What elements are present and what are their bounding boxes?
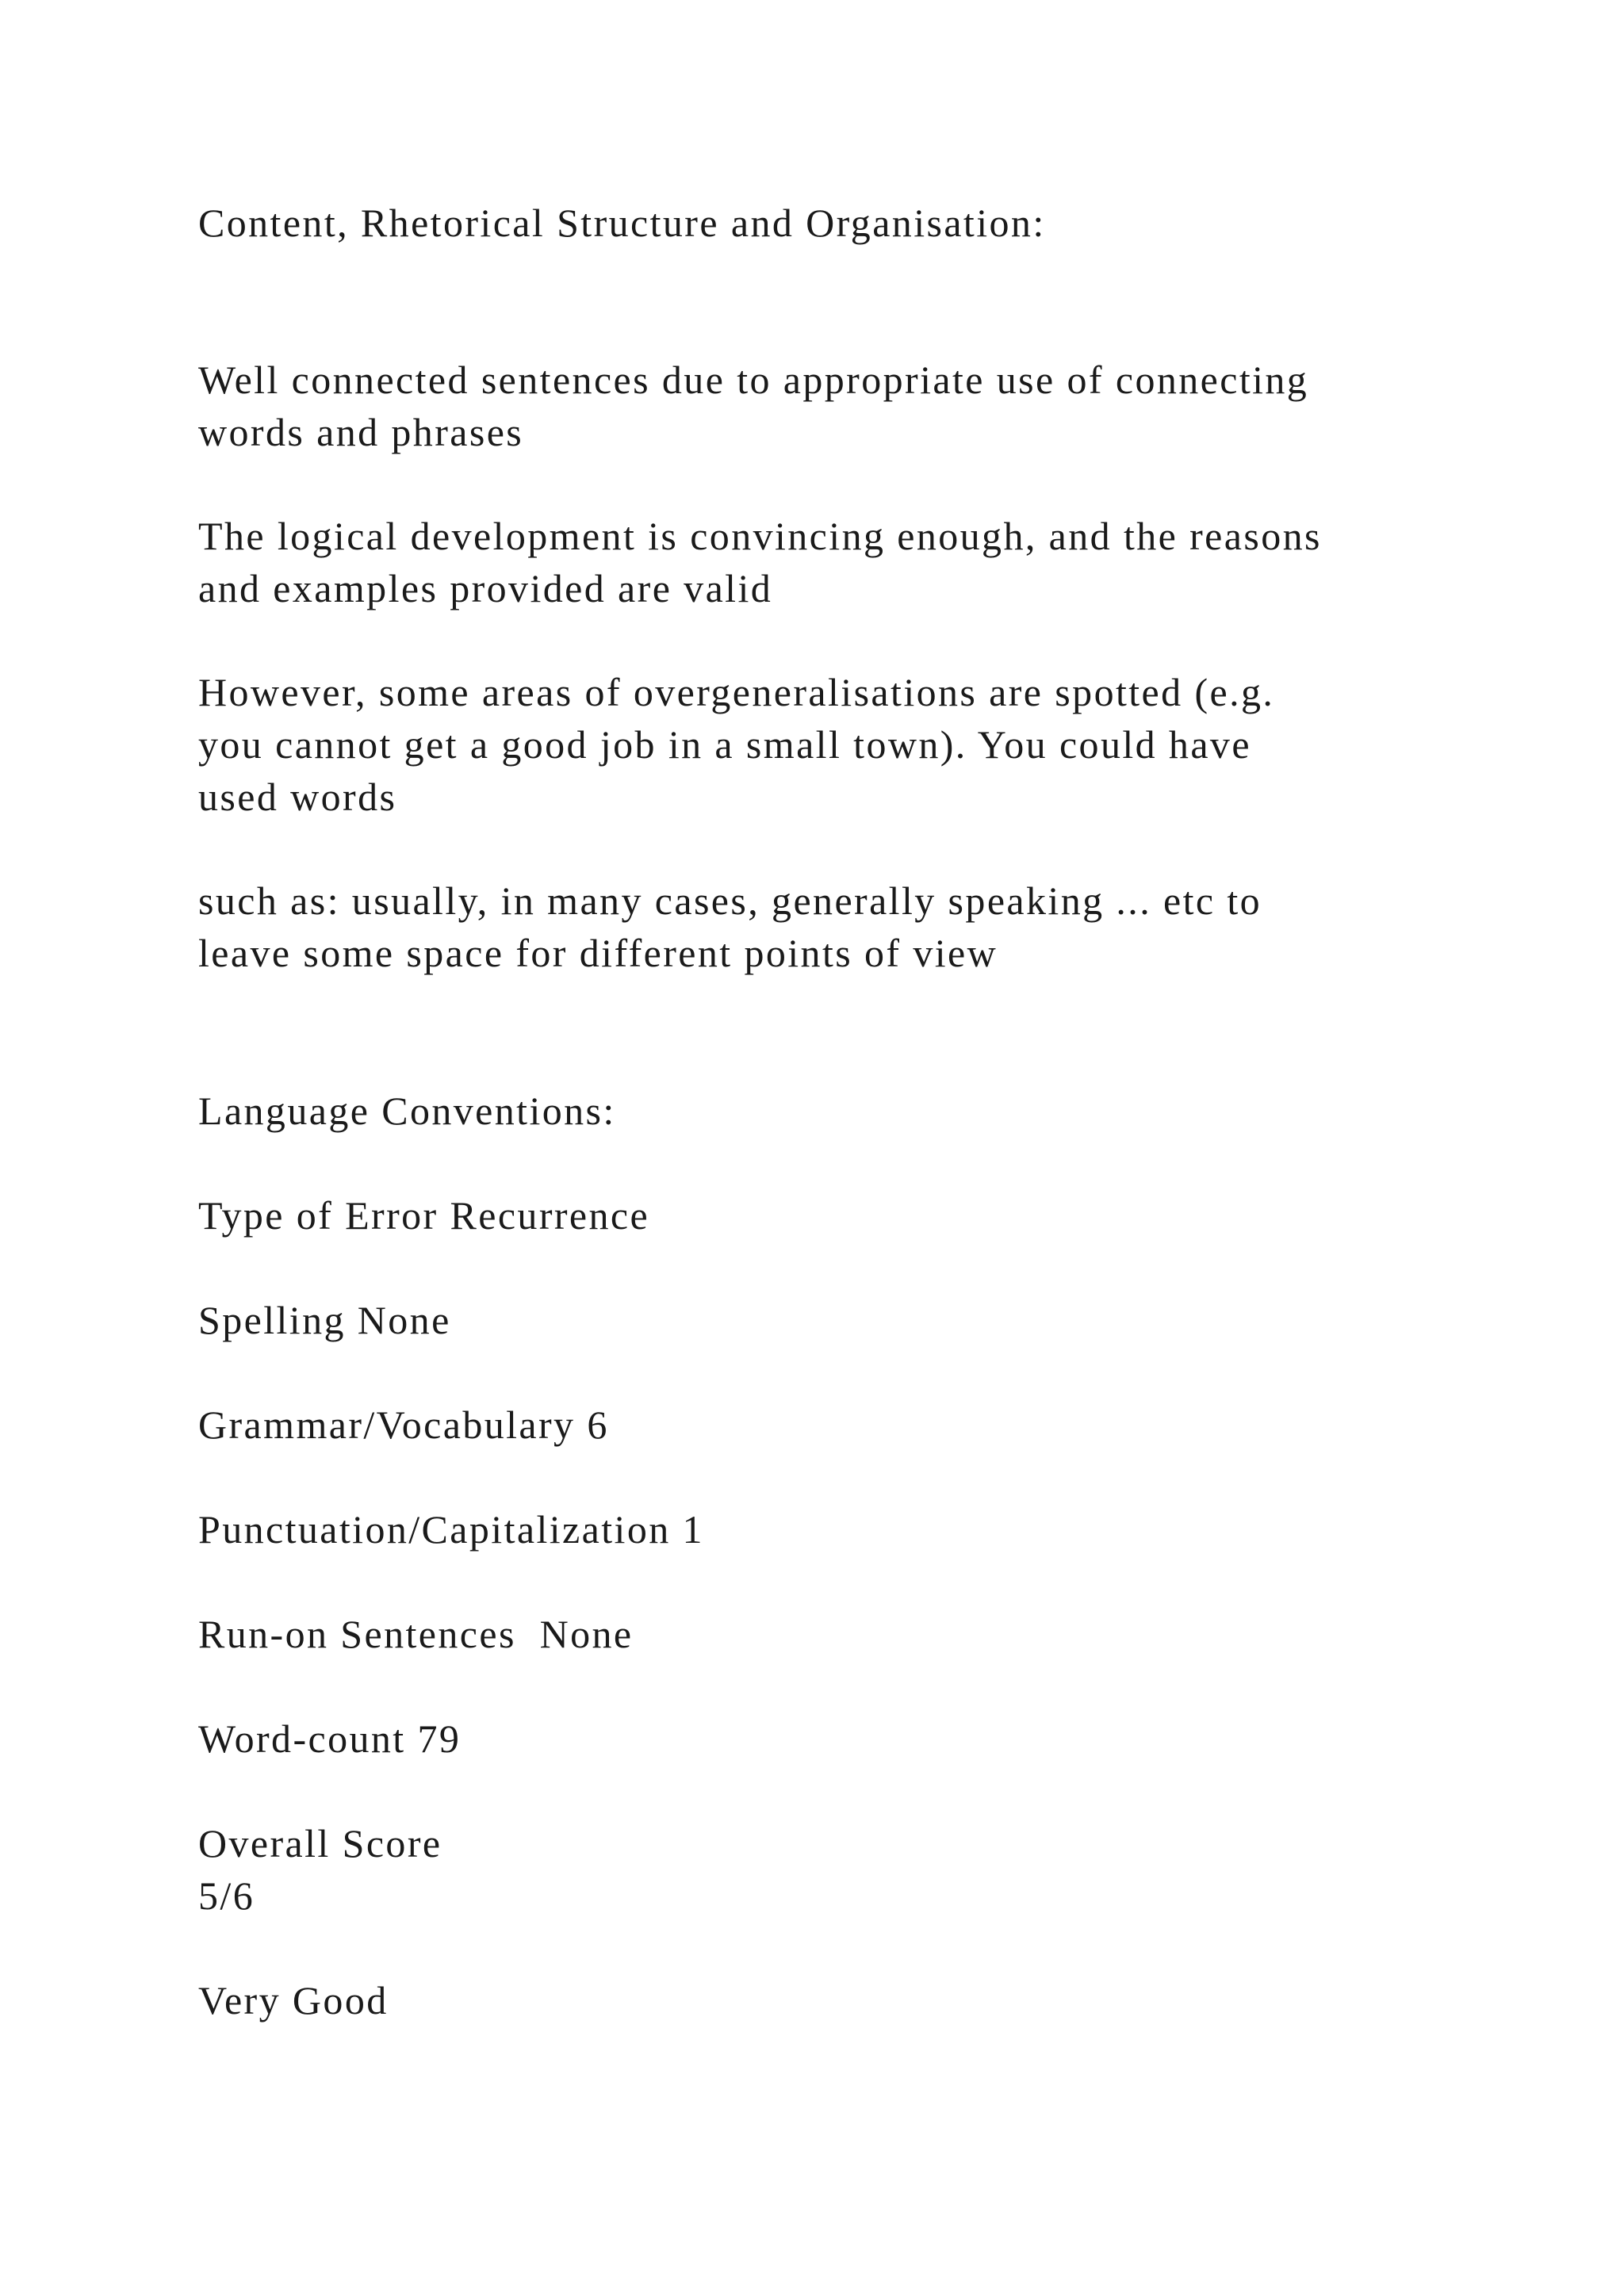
hedging-words-paragraph <box>198 874 1483 979</box>
overall-score-label: Overall Score <box>198 1821 442 1866</box>
overgeneralisation-paragraph <box>198 666 1483 823</box>
paragraph-line: and examples provided are valid <box>198 566 773 610</box>
punctuation-capitalization-row <box>198 1503 1483 1556</box>
heading-line: Language Conventions: <box>198 1089 616 1133</box>
paragraph-line: used words <box>198 775 397 819</box>
spelling-row <box>198 1294 1483 1346</box>
grammar-vocabulary-row <box>198 1399 1483 1451</box>
paragraph-line: Well connected sentences due to appropriate use of connecting <box>198 358 1309 402</box>
heading-line: Content, Rhetorical Structure and Organisation: <box>198 201 1046 245</box>
paragraph-line: The logical development is convincing enough, and the reasons <box>198 514 1322 558</box>
word-count-row <box>198 1712 1483 1765</box>
language-conventions-heading <box>198 1085 1483 1137</box>
rating-text: Very Good <box>198 1978 389 2022</box>
table-row: Grammar/Vocabulary 6 <box>198 1402 609 1447</box>
overall-score-value: 5/6 <box>198 1873 255 1918</box>
logical-development-paragraph <box>198 510 1483 614</box>
content-structure-heading <box>198 197 1483 249</box>
overall-score <box>198 1817 1483 1922</box>
paragraph-line: words and phrases <box>198 410 524 454</box>
table-row: Word-count 79 <box>198 1716 462 1761</box>
run-on-sentences-row <box>198 1608 1483 1660</box>
table-row: Punctuation/Capitalization 1 <box>198 1507 704 1552</box>
rating <box>198 1974 1483 2026</box>
paragraph-line: you cannot get a good job in a small town). You could have <box>198 722 1251 767</box>
table-row: Run-on Sentences None <box>198 1612 634 1656</box>
table-row: Spelling None <box>198 1298 451 1342</box>
connected-sentences-paragraph <box>198 354 1483 458</box>
paragraph-line: However, some areas of overgeneralisations are spotted (e.g. <box>198 670 1275 714</box>
error-table-header <box>198 1189 1483 1242</box>
table-header-line: Type of Error Recurrence <box>198 1193 650 1238</box>
paragraph-line: such as: usually, in many cases, generally speaking ... etc to <box>198 878 1262 923</box>
paragraph-line: leave some space for different points of view <box>198 931 998 975</box>
